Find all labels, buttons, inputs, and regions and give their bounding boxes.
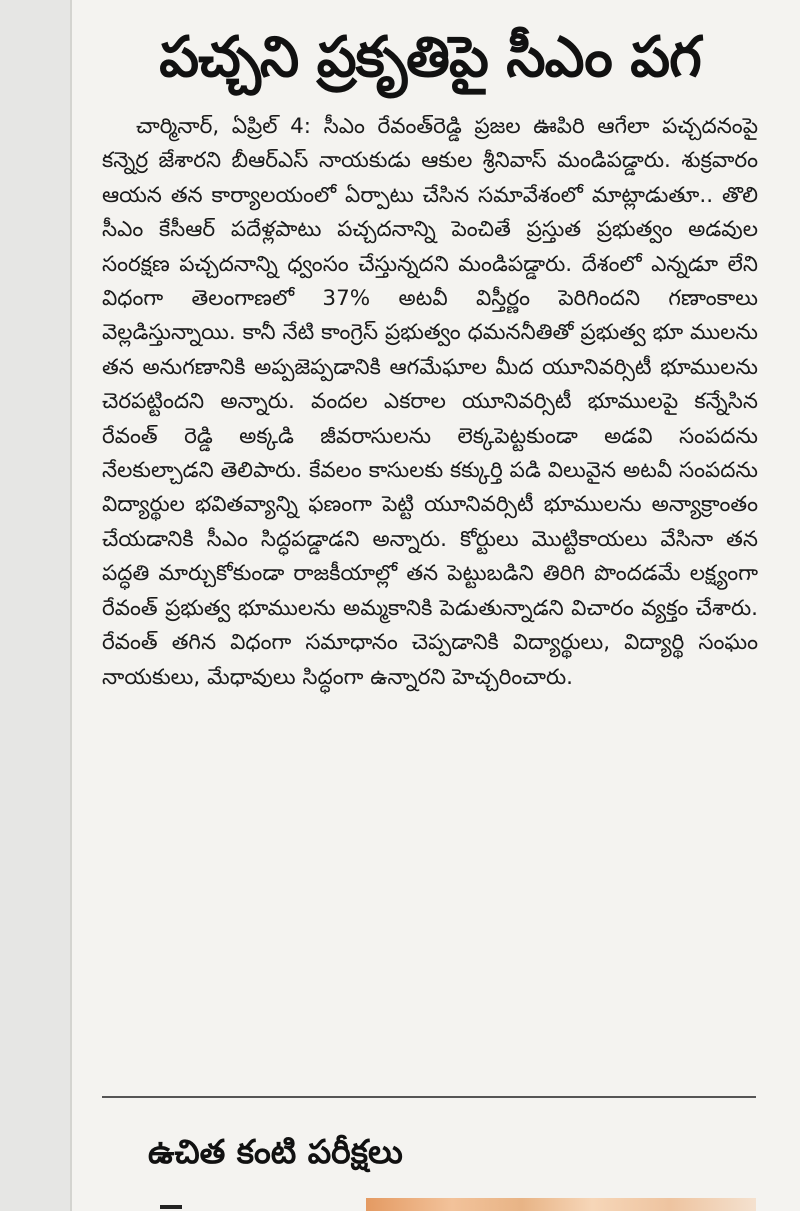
article-body: చార్మినార్, ఏప్రిల్ 4: సీఎం రేవంత్‌రెడ్డి ప్రజల ఊపిరి ఆగేలా పచ్చదనంపై కన్నెర్ర జేశారని బీఆర్ఎస్ నాయకుడు ఆకుల శ్రీనివాస్ మండిపడ్డారు. శుక్రవారం ఆయన తన కార్యాలయంలో ఏర్పాటు చేసిన సమావేశంలో మాట్లాడుతూ.. తొలి సీఎం కేసీఆర్ పదేళ్లపాటు పచ్చదనాన్ని పెంచితే ప్రస్తుత ప్రభుత్వం అడవుల సంరక్షణ పచ్చదనాన్ని ధ్వంసం చేస్తున్నదని మండిపడ్డారు. దేశంలో ఎన్నడూ లేని విధంగా తెలంగాణలో 37% అటవీ విస్తీర్ణం పెరిగిందని గణాంకాలు వెల్లడిస్తున్నాయి. కానీ నేటి కాంగ్రెస్ ప్రభుత్వం ధమననీతితో ప్రభుత్వ భూ ములను తన అనుగణానికి అప్పజెప్పడానికి ఆగమేఘాల మీద యూనివర్సిటీ భూములను చెరపట్టిందని అన్నారు. వందల ఎకరాల యూనివర్సిటీ భూములపై కన్నేసిన రేవంత్ రెడ్డి అక్కడి జీవరాసులను లెక్కపెట్టకుండా అడవి సంపదను నేలకుల్చాడని తెలిపారు. కేవలం కాసులకు కక్కుర్తి పడి విలువైన అటవీ సంపదను విద్యార్థుల భవితవ్యాన్ని ఫణంగా పెట్టి యూనివర్సిటీ భూములను అన్యాక్రాంతం చేయడానికి సీఎం సిద్ధపడ్డాడని అన్నారు. కోర్టులు మొట్టికాయలు వేసినా తన పద్ధతి మార్చుకోకుండా రాజకీయాల్లో తన పెట్టుబడిని తిరిగి పొందడమే లక్ష్యంగా రేవంత్ ప్రభుత్వ భూములను అమ్మకానికి పెడుతున్నాడని విచారం వ్యక్తం చేశారు. రేవంత్ తగిన విధంగా సమాధానం చెప్పడానికి విద్యార్థులు, విద్యార్థి సంఘం నాయకులు, మేధావులు సిద్ధంగా ఉన్నారని హెచ్చరించారు. bbox=[102, 114, 758, 690]
next-article-photo bbox=[366, 1198, 756, 1211]
article-headline: పచ్చని ప్రకృతిపై సీఎం పగ bbox=[159, 25, 701, 90]
section-divider bbox=[102, 1096, 756, 1098]
next-article-text-fragment bbox=[160, 1205, 182, 1209]
next-article-headline: ఉచిత కంటి పరీక్షలు bbox=[148, 1132, 403, 1171]
